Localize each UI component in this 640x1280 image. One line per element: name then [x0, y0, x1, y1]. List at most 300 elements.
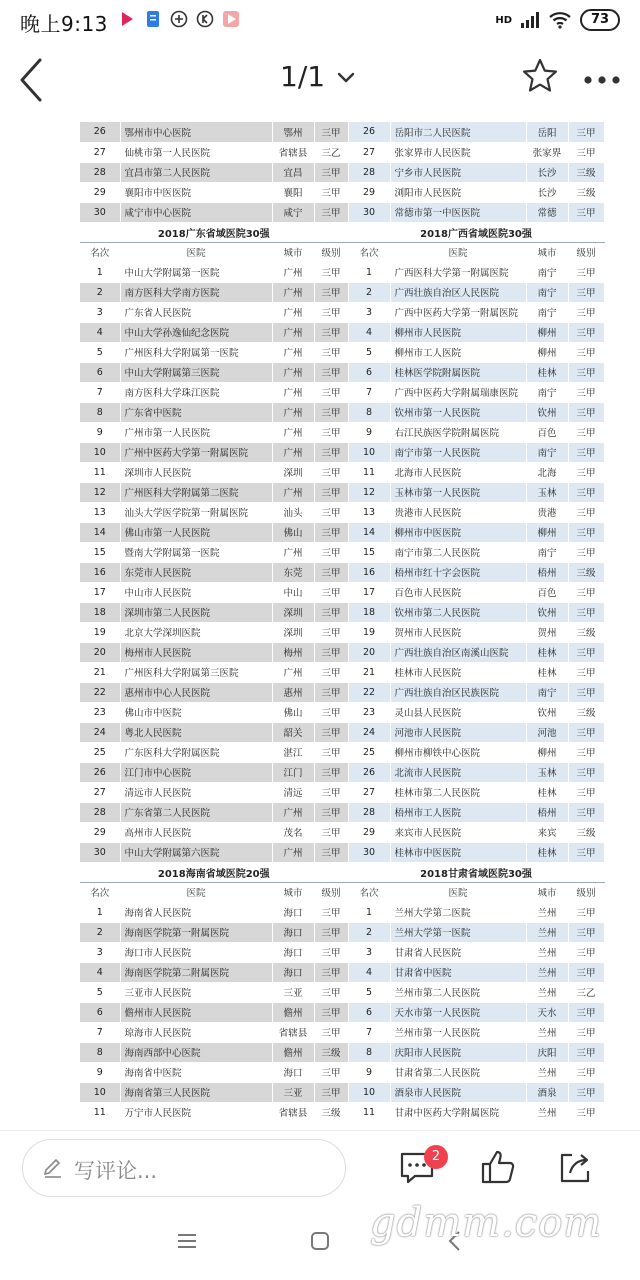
table-cell: 3: [80, 942, 120, 962]
table-cell: 28: [80, 162, 120, 182]
chevron-down-icon[interactable]: [336, 70, 356, 86]
table-cell: 儋州: [272, 1042, 314, 1062]
table-cell: 三甲: [314, 482, 348, 502]
table-row: [80, 902, 604, 922]
table-cell: 三甲: [568, 942, 604, 962]
table-cell: 广西壮族自治区南溪山医院: [390, 642, 526, 662]
more-options-icon[interactable]: [582, 70, 622, 90]
table-cell: 贺州: [526, 622, 568, 642]
table-row: [80, 482, 604, 502]
table-cell: 兰州: [526, 902, 568, 922]
table-cell: 钦州: [526, 702, 568, 722]
network-type: HD: [495, 14, 512, 26]
table-cell: 梧州: [526, 802, 568, 822]
table-row: [80, 802, 604, 822]
table-cell: 1: [80, 262, 120, 282]
table-cell: 三亚市人民医院: [120, 982, 272, 1002]
table-cell: 兰州: [526, 1102, 568, 1122]
table-cell: 22: [348, 682, 390, 702]
table-cell: 三甲: [568, 662, 604, 682]
table-cell: 三甲: [568, 602, 604, 622]
table-cell: 广东省中医院: [120, 402, 272, 422]
table-cell: 梧州: [526, 562, 568, 582]
table-cell: 三甲: [314, 842, 348, 862]
table-cell: 三甲: [568, 1002, 604, 1022]
table-cell: 三甲: [314, 702, 348, 722]
table-cell: 7: [348, 1022, 390, 1042]
table-cell: 海口: [272, 962, 314, 982]
table-row: [80, 622, 604, 642]
table-cell: 中山大学附属第三医院: [120, 362, 272, 382]
table-cell: 29: [348, 822, 390, 842]
table-cell: 仙桃市第一人民医院: [120, 142, 272, 162]
table-cell: 广东医科大学附属医院: [120, 742, 272, 762]
table-cell: 海南医学院第二附属医院: [120, 962, 272, 982]
table-row: [80, 922, 604, 942]
table-row: [80, 202, 604, 222]
table-row: [80, 342, 604, 362]
table-cell: 三甲: [314, 202, 348, 222]
table-cell: 琼海市人民医院: [120, 1022, 272, 1042]
table-cell: 6: [348, 362, 390, 382]
comment-count-badge: 2: [424, 1145, 448, 1169]
table-row: [80, 982, 604, 1002]
table-cell: 桂林医学院附属医院: [390, 362, 526, 382]
table-cell: 6: [80, 362, 120, 382]
table-cell: 25: [80, 742, 120, 762]
table-cell: 三甲: [568, 142, 604, 162]
table-cell: 2: [80, 922, 120, 942]
table-cell: 海口: [272, 1062, 314, 1082]
table-cell: 17: [348, 582, 390, 602]
table-cell: 儋州市人民医院: [120, 1002, 272, 1022]
table-cell: 23: [80, 702, 120, 722]
table-cell: 深圳市人民医院: [120, 462, 272, 482]
table-row: [80, 142, 604, 162]
table-cell: 岳阳市二人民医院: [390, 122, 526, 142]
column-header: 医院: [120, 882, 272, 902]
column-header: 名次: [80, 882, 120, 902]
table-row: [80, 782, 604, 802]
table-cell: 佛山市第一人民医院: [120, 522, 272, 542]
table-row: [80, 1042, 604, 1062]
table-cell: 27: [348, 782, 390, 802]
table-cell: 柳州市柳铁中心医院: [390, 742, 526, 762]
table-cell: 三甲: [314, 162, 348, 182]
table-cell: 茂名: [272, 822, 314, 842]
table-cell: 三甲: [568, 442, 604, 462]
table-cell: 三甲: [568, 722, 604, 742]
section-title-right: 2018广西省域医院30强: [348, 222, 604, 242]
section-title-left: 2018广东省域医院30强: [80, 222, 348, 242]
table-cell: 2: [348, 922, 390, 942]
table-cell: 海口: [272, 942, 314, 962]
table-cell: 3: [80, 302, 120, 322]
table-cell: 1: [348, 262, 390, 282]
table-cell: 天水市第一人民医院: [390, 1002, 526, 1022]
table-cell: 庆阳市人民医院: [390, 1042, 526, 1062]
table-cell: 29: [80, 182, 120, 202]
table-cell: 钦州: [526, 602, 568, 622]
table-row: [80, 422, 604, 442]
table-cell: 6: [348, 1002, 390, 1022]
table-cell: 广西壮族自治区人民医院: [390, 282, 526, 302]
table-cell: 26: [80, 122, 120, 142]
table-cell: 14: [348, 522, 390, 542]
table-cell: 三甲: [314, 182, 348, 202]
table-cell: 三甲: [568, 682, 604, 702]
table-cell: 三甲: [314, 402, 348, 422]
table-cell: 宁乡市人民医院: [390, 162, 526, 182]
table-cell: 三级: [568, 702, 604, 722]
table-cell: 庆阳: [526, 1042, 568, 1062]
table-cell: 南宁市第二人民医院: [390, 542, 526, 562]
table-cell: 三甲: [314, 122, 348, 142]
column-header: 城市: [272, 882, 314, 902]
table-cell: 三甲: [314, 822, 348, 842]
top-navigation-bar: [0, 40, 640, 122]
comment-placeholder[interactable]: 写评论...: [74, 1159, 158, 1183]
table-cell: 三甲: [314, 422, 348, 442]
hospital-ranking-sheet: [80, 122, 604, 1123]
table-cell: 三甲: [314, 742, 348, 762]
table-cell: 三甲: [314, 582, 348, 602]
table-cell: 咸宁: [272, 202, 314, 222]
table-cell: 三甲: [314, 902, 348, 922]
table-cell: 广州医科大学附属第三医院: [120, 662, 272, 682]
table-cell: 甘肃中医药大学附属医院: [390, 1102, 526, 1122]
table-cell: 襄阳市中医医院: [120, 182, 272, 202]
table-cell: 柳州市人民医院: [390, 322, 526, 342]
table-cell: 北京大学深圳医院: [120, 622, 272, 642]
table-row: [80, 362, 604, 382]
table-cell: 20: [80, 642, 120, 662]
table-cell: 三甲: [568, 502, 604, 522]
table-cell: 广西壮族自治区民族医院: [390, 682, 526, 702]
table-cell: 柳州: [526, 742, 568, 762]
table-cell: 深圳市第二人民医院: [120, 602, 272, 622]
table-cell: 柳州市工人医院: [390, 342, 526, 362]
table-row: [80, 382, 604, 402]
comment-input[interactable]: [22, 1139, 346, 1197]
table-cell: 广州医科大学附属第一医院: [120, 342, 272, 362]
table-cell: 贵港市人民医院: [390, 502, 526, 522]
table-cell: 玉林: [526, 762, 568, 782]
table-cell: 张家界市人民医院: [390, 142, 526, 162]
table-cell: 三甲: [568, 342, 604, 362]
table-row: [80, 842, 604, 862]
table-cell: 佛山市中医院: [120, 702, 272, 722]
table-cell: 柳州: [526, 322, 568, 342]
table-cell: 30: [80, 202, 120, 222]
table-cell: 三甲: [568, 522, 604, 542]
table-cell: 酒泉市人民医院: [390, 1082, 526, 1102]
table-cell: 三甲: [568, 282, 604, 302]
table-row: [80, 1022, 604, 1042]
table-cell: 三级: [314, 1102, 348, 1122]
table-row: [80, 282, 604, 302]
column-header: 级别: [568, 882, 604, 902]
table-cell: 天水: [526, 1002, 568, 1022]
table-cell: 甘肃省第二人民医院: [390, 1062, 526, 1082]
table-row: [80, 302, 604, 322]
column-header: 城市: [272, 242, 314, 262]
table-cell: 海南省中医院: [120, 1062, 272, 1082]
table-row: [80, 762, 604, 782]
table-cell: 三甲: [314, 542, 348, 562]
table-cell: 南方医科大学南方医院: [120, 282, 272, 302]
table-cell: 海南医学院第一附属医院: [120, 922, 272, 942]
status-time: 晚上9:13: [20, 12, 108, 36]
table-cell: 惠州: [272, 682, 314, 702]
table-cell: 2: [80, 282, 120, 302]
table-cell: 13: [80, 502, 120, 522]
table-cell: 海口: [272, 922, 314, 942]
table-row: [80, 502, 604, 522]
table-cell: 灵山县人民医院: [390, 702, 526, 722]
table-cell: 桂林: [526, 362, 568, 382]
table-cell: 30: [80, 842, 120, 862]
table-cell: 万宁市人民医院: [120, 1102, 272, 1122]
table-cell: 兰州市第二人民医院: [390, 982, 526, 1002]
table-cell: 三甲: [568, 542, 604, 562]
table-cell: 三甲: [568, 902, 604, 922]
table-cell: 广州: [272, 322, 314, 342]
table-cell: 贺州市人民医院: [390, 622, 526, 642]
table-cell: 省辖县: [272, 1022, 314, 1042]
table-cell: 广州中医药大学第一附属医院: [120, 442, 272, 462]
table-cell: 7: [80, 382, 120, 402]
table-cell: 8: [80, 402, 120, 422]
ranking-table: [80, 122, 605, 1123]
table-cell: 20: [348, 642, 390, 662]
column-header-row: [80, 242, 604, 262]
table-cell: 河池市人民医院: [390, 722, 526, 742]
table-cell: 高州市人民医院: [120, 822, 272, 842]
table-cell: 广州: [272, 342, 314, 362]
table-cell: 三甲: [314, 502, 348, 522]
table-cell: 浏阳市人民医院: [390, 182, 526, 202]
table-cell: 南宁: [526, 302, 568, 322]
table-cell: 三甲: [314, 782, 348, 802]
table-cell: 27: [348, 142, 390, 162]
table-cell: 三甲: [314, 282, 348, 302]
table-cell: 8: [348, 1042, 390, 1062]
table-cell: 钦州: [526, 402, 568, 422]
table-cell: 9: [80, 1062, 120, 1082]
column-header: 医院: [390, 882, 526, 902]
table-cell: 三亚: [272, 1082, 314, 1102]
table-cell: 海口市人民医院: [120, 942, 272, 962]
table-cell: 三甲: [568, 742, 604, 762]
table-cell: 南方医科大学珠江医院: [120, 382, 272, 402]
back-icon[interactable]: [14, 54, 54, 106]
table-cell: 张家界: [526, 142, 568, 162]
wifi-icon: [548, 11, 572, 29]
table-cell: 广州: [272, 662, 314, 682]
table-cell: 19: [348, 622, 390, 642]
thumbs-up-icon[interactable]: [478, 1147, 518, 1187]
table-cell: 三甲: [568, 122, 604, 142]
table-cell: 中山大学附属第六医院: [120, 842, 272, 862]
table-row: [80, 182, 604, 202]
section-title-right: 2018甘肃省域医院30强: [348, 862, 604, 882]
table-cell: 江门: [272, 762, 314, 782]
table-cell: 三甲: [314, 982, 348, 1002]
column-header: 医院: [390, 242, 526, 262]
table-cell: 桂林: [526, 662, 568, 682]
table-cell: 百色: [526, 582, 568, 602]
table-cell: 22: [80, 682, 120, 702]
table-cell: 东莞市人民医院: [120, 562, 272, 582]
table-cell: 29: [80, 822, 120, 842]
table-row: [80, 462, 604, 482]
table-cell: 兰州大学第二医院: [390, 902, 526, 922]
table-cell: 鄂州: [272, 122, 314, 142]
table-cell: 三甲: [314, 1062, 348, 1082]
table-cell: 广东省第二人民医院: [120, 802, 272, 822]
star-icon[interactable]: [520, 56, 560, 96]
table-row: [80, 582, 604, 602]
table-cell: 21: [348, 662, 390, 682]
table-cell: 三级: [568, 562, 604, 582]
table-cell: 广州医科大学附属第二医院: [120, 482, 272, 502]
table-cell: 宜昌: [272, 162, 314, 182]
table-cell: 儋州: [272, 1002, 314, 1022]
table-cell: 三甲: [314, 762, 348, 782]
table-cell: 三乙: [568, 982, 604, 1002]
table-cell: 广州: [272, 282, 314, 302]
table-cell: 三甲: [568, 922, 604, 942]
table-cell: 三甲: [314, 802, 348, 822]
table-cell: 海南省人民医院: [120, 902, 272, 922]
table-row: [80, 1062, 604, 1082]
table-cell: 三甲: [314, 942, 348, 962]
table-cell: 三级: [568, 162, 604, 182]
table-cell: 三甲: [568, 1062, 604, 1082]
table-row: [80, 602, 604, 622]
table-cell: 常德: [526, 202, 568, 222]
table-cell: 9: [348, 422, 390, 442]
table-cell: 6: [80, 1002, 120, 1022]
column-header: 名次: [348, 882, 390, 902]
table-cell: 3: [348, 302, 390, 322]
table-cell: 26: [348, 122, 390, 142]
table-cell: 三甲: [314, 1002, 348, 1022]
table-cell: 三级: [314, 1042, 348, 1062]
table-cell: 28: [348, 162, 390, 182]
table-cell: 三甲: [568, 962, 604, 982]
document-viewer[interactable]: [0, 122, 640, 1130]
table-cell: 三甲: [568, 422, 604, 442]
table-cell: 北流市人民医院: [390, 762, 526, 782]
table-cell: 16: [80, 562, 120, 582]
table-cell: 三甲: [568, 762, 604, 782]
table-cell: 来宾: [526, 822, 568, 842]
table-cell: 深圳: [272, 462, 314, 482]
home-icon[interactable]: [305, 1226, 335, 1256]
table-cell: 宜昌市第二人民医院: [120, 162, 272, 182]
table-cell: 广东省人民医院: [120, 302, 272, 322]
section-title-left: 2018海南省域医院20强: [80, 862, 348, 882]
table-row: [80, 722, 604, 742]
column-header: 级别: [314, 242, 348, 262]
table-row: [80, 662, 604, 682]
table-cell: 汕头: [272, 502, 314, 522]
table-cell: 14: [80, 522, 120, 542]
table-cell: 三甲: [314, 642, 348, 662]
table-cell: 清远: [272, 782, 314, 802]
table-cell: 三甲: [568, 382, 604, 402]
table-cell: 百色: [526, 422, 568, 442]
table-cell: 10: [348, 442, 390, 462]
table-cell: 兰州大学第一医院: [390, 922, 526, 942]
menu-icon[interactable]: [172, 1226, 202, 1256]
table-cell: 玉林市第一人民医院: [390, 482, 526, 502]
share-icon[interactable]: [556, 1149, 594, 1187]
table-cell: 桂林: [526, 842, 568, 862]
table-cell: 广州: [272, 302, 314, 322]
table-row: [80, 442, 604, 462]
table-cell: 广西中医药大学附属瑞康医院: [390, 382, 526, 402]
table-cell: 9: [80, 422, 120, 442]
table-cell: 兰州: [526, 962, 568, 982]
page-indicator[interactable]: 1/1: [280, 60, 326, 93]
table-cell: 南宁: [526, 382, 568, 402]
table-cell: 三甲: [568, 1082, 604, 1102]
table-cell: 8: [80, 1042, 120, 1062]
table-cell: 梅州市人民医院: [120, 642, 272, 662]
table-cell: 21: [80, 662, 120, 682]
table-cell: 三甲: [314, 962, 348, 982]
table-row: [80, 402, 604, 422]
table-cell: 三甲: [314, 382, 348, 402]
table-cell: 南宁: [526, 282, 568, 302]
table-cell: 三级: [568, 182, 604, 202]
table-cell: 广州: [272, 382, 314, 402]
table-cell: 鄂州市中心医院: [120, 122, 272, 142]
table-cell: 三甲: [314, 602, 348, 622]
table-cell: 29: [348, 182, 390, 202]
table-row: [80, 262, 604, 282]
table-cell: 玉林: [526, 482, 568, 502]
table-cell: 三甲: [568, 482, 604, 502]
table-cell: 三甲: [568, 302, 604, 322]
table-cell: 三甲: [568, 402, 604, 422]
table-cell: 江门市中心医院: [120, 762, 272, 782]
table-cell: 三甲: [568, 842, 604, 862]
table-cell: 韶关: [272, 722, 314, 742]
table-cell: 7: [80, 1022, 120, 1042]
table-cell: 暨南大学附属第一医院: [120, 542, 272, 562]
table-cell: 11: [348, 1102, 390, 1122]
table-cell: 广西中医药大学第一附属医院: [390, 302, 526, 322]
table-cell: 汕头大学医学院第一附属医院: [120, 502, 272, 522]
table-cell: 4: [80, 962, 120, 982]
table-cell: 桂林市人民医院: [390, 662, 526, 682]
table-row: [80, 742, 604, 762]
table-cell: 南宁: [526, 442, 568, 462]
table-cell: 3: [348, 942, 390, 962]
table-cell: 11: [348, 462, 390, 482]
table-cell: 三甲: [314, 462, 348, 482]
table-cell: 11: [80, 462, 120, 482]
table-cell: 三甲: [314, 342, 348, 362]
table-cell: 清远市人民医院: [120, 782, 272, 802]
status-bar: [0, 0, 640, 40]
table-cell: 广州: [272, 422, 314, 442]
table-cell: 湛江: [272, 742, 314, 762]
